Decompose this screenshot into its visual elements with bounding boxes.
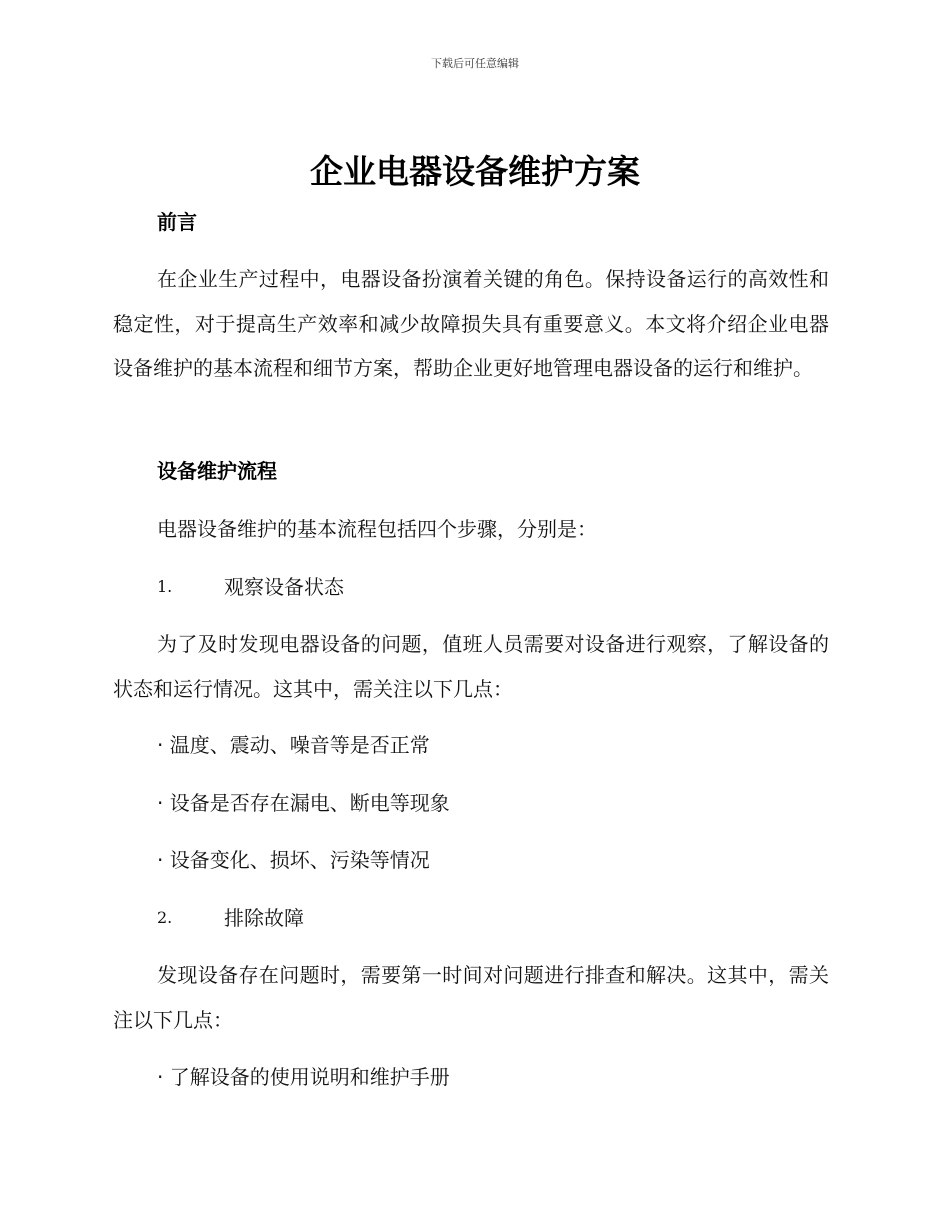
step1-bullet-3: · 设备变化、损坏、污染等情况 xyxy=(157,848,430,872)
step1-number: 1. xyxy=(157,577,173,596)
step2-title: 排除故障 xyxy=(224,906,304,930)
document-title: 企业电器设备维护方案 xyxy=(310,152,640,191)
header-note: 下载后可任意编辑 xyxy=(431,57,519,70)
step1-bullet-2: · 设备是否存在漏电、断电等现象 xyxy=(157,791,450,815)
step1-paragraph: 为了及时发现电器设备的问题，值班人员需要对设备进行观察，了解设备的状态和运行情况。这其中，需关注以下几点： xyxy=(113,632,829,701)
preface-heading: 前言 xyxy=(157,210,197,234)
step1-title: 观察设备状态 xyxy=(224,575,344,599)
process-heading: 设备维护流程 xyxy=(157,459,277,483)
step2-paragraph: 发现设备存在问题时，需要第一时间对问题进行排查和解决。这其中，需关注以下几点： xyxy=(113,963,829,1032)
step2-bullet-1: · 了解设备的使用说明和维护手册 xyxy=(157,1065,450,1089)
step2-number: 2. xyxy=(157,908,173,927)
step1-bullet-1: · 温度、震动、噪音等是否正常 xyxy=(157,733,430,757)
preface-paragraph: 在企业生产过程中，电器设备扮演着关键的角色。保持设备运行的高效性和稳定性，对于提高生产效率和减少故障损失具有重要意义。本文将介绍企业电器设备维护的基本流程和细节方案，帮助企业更好地管理电器设备的运行和维护。 xyxy=(113,267,829,380)
process-intro: 电器设备维护的基本流程包括四个步骤，分别是： xyxy=(157,517,597,541)
